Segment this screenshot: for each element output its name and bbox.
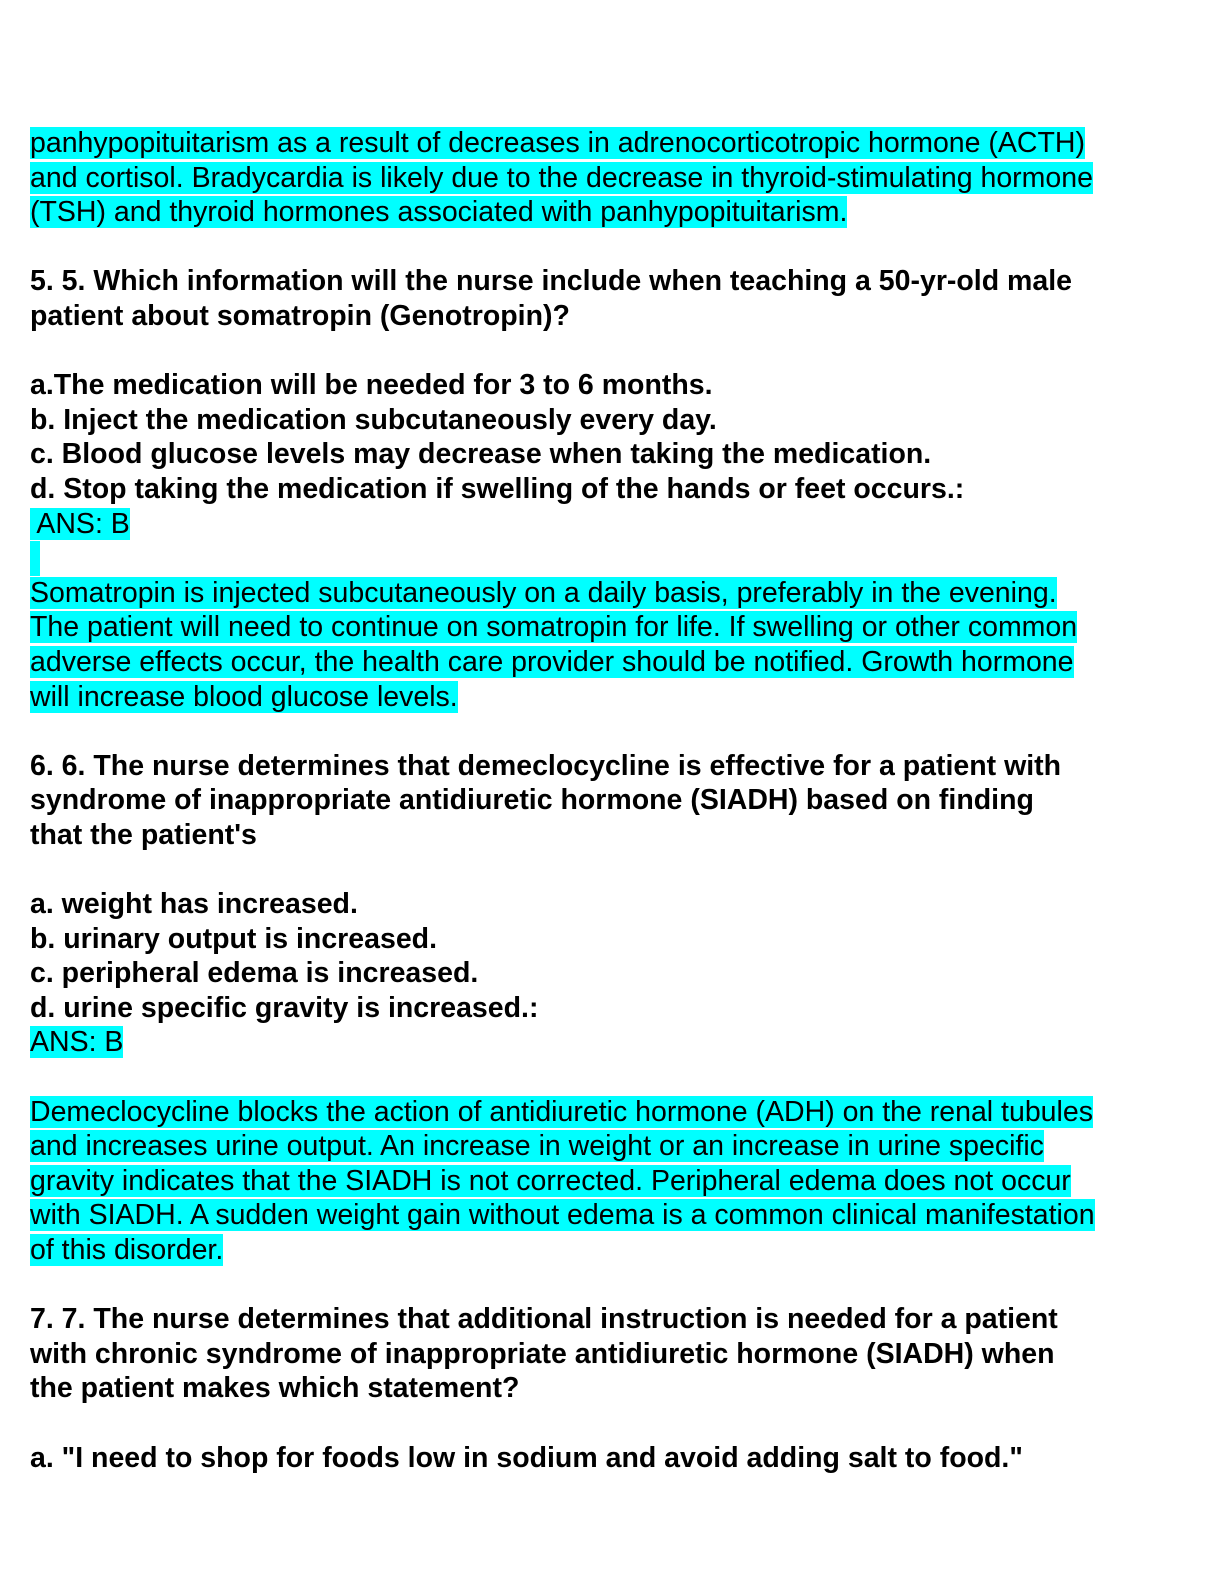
question-text: the patient makes which statement? xyxy=(30,1372,520,1405)
question-text: 6. 6. The nurse determines that demeclocycline is effective for a patient with xyxy=(30,749,1062,782)
option-c: c. peripheral edema is increased. xyxy=(30,957,479,990)
answer: ANS: B xyxy=(30,1026,124,1059)
rationale-line: and increases urine output. An increase in weight or an increase in urine specific xyxy=(30,1130,1044,1163)
question-text: patient about somatropin (Genotropin)? xyxy=(30,299,570,332)
option-a: a. "I need to shop for foods low in sodium and avoid adding salt to food." xyxy=(30,1441,1023,1474)
option-d: d. Stop taking the medication if swelling of the hands or feet occurs.: xyxy=(30,472,965,505)
rationale-line: gravity indicates that the SIADH is not corrected. Peripheral edema does not occur xyxy=(30,1164,1071,1197)
option-d: d. urine specific gravity is increased.: xyxy=(30,991,539,1024)
question-5 xyxy=(30,264,1190,714)
question-text: that the patient's xyxy=(30,818,257,851)
question-text: with chronic syndrome of inappropriate antidiuretic hormone (SIADH) when xyxy=(30,1337,1055,1370)
option-b: b. urinary output is increased. xyxy=(30,922,438,955)
rationale-line: with SIADH. A sudden weight gain without edema is a common clinical manifestation xyxy=(30,1199,1095,1232)
document-page xyxy=(30,126,1190,1475)
question-text: 7. 7. The nurse determines that additional instruction is needed for a patient xyxy=(30,1303,1058,1336)
highlight-marker xyxy=(30,541,40,576)
rationale-line: and cortisol. Bradycardia is likely due to the decrease in thyroid-stimulating hormone xyxy=(30,161,1093,194)
rationale-line: adverse effects occur, the health care provider should be notified. Growth hormone xyxy=(30,645,1074,678)
continued-rationale xyxy=(30,126,1190,230)
rationale-line: of this disorder. xyxy=(30,1234,224,1266)
rationale-line: (TSH) and thyroid hormones associated with panhypopituitarism. xyxy=(30,196,848,229)
question-text: 5. 5. Which information will the nurse include when teaching a 50-yr-old male xyxy=(30,265,1073,298)
option-a: a. weight has increased. xyxy=(30,888,358,921)
rationale-line: Demeclocycline blocks the action of antidiuretic hormone (ADH) on the renal tubules xyxy=(30,1095,1093,1128)
option-c: c. Blood glucose levels may decrease when taking the medication. xyxy=(30,438,932,471)
question-text: syndrome of inappropriate antidiuretic hormone (SIADH) based on finding xyxy=(30,784,1034,817)
rationale-line: The patient will need to continue on somatropin for life. If swelling or other common xyxy=(30,611,1078,644)
rationale-line: panhypopituitarism as a result of decreases in adrenocorticotropic hormone (ACTH) xyxy=(30,127,1085,159)
option-b: b. Inject the medication subcutaneously every day. xyxy=(30,403,717,436)
option-a: a.The medication will be needed for 3 to 6 months. xyxy=(30,369,713,402)
rationale-line: will increase blood glucose levels. xyxy=(30,680,458,713)
question-6 xyxy=(30,749,1190,1268)
question-7 xyxy=(30,1302,1190,1475)
rationale-line: Somatropin is injected subcutaneously on a daily basis, preferably in the evening. xyxy=(30,576,1057,609)
answer: ANS: B xyxy=(30,507,130,540)
